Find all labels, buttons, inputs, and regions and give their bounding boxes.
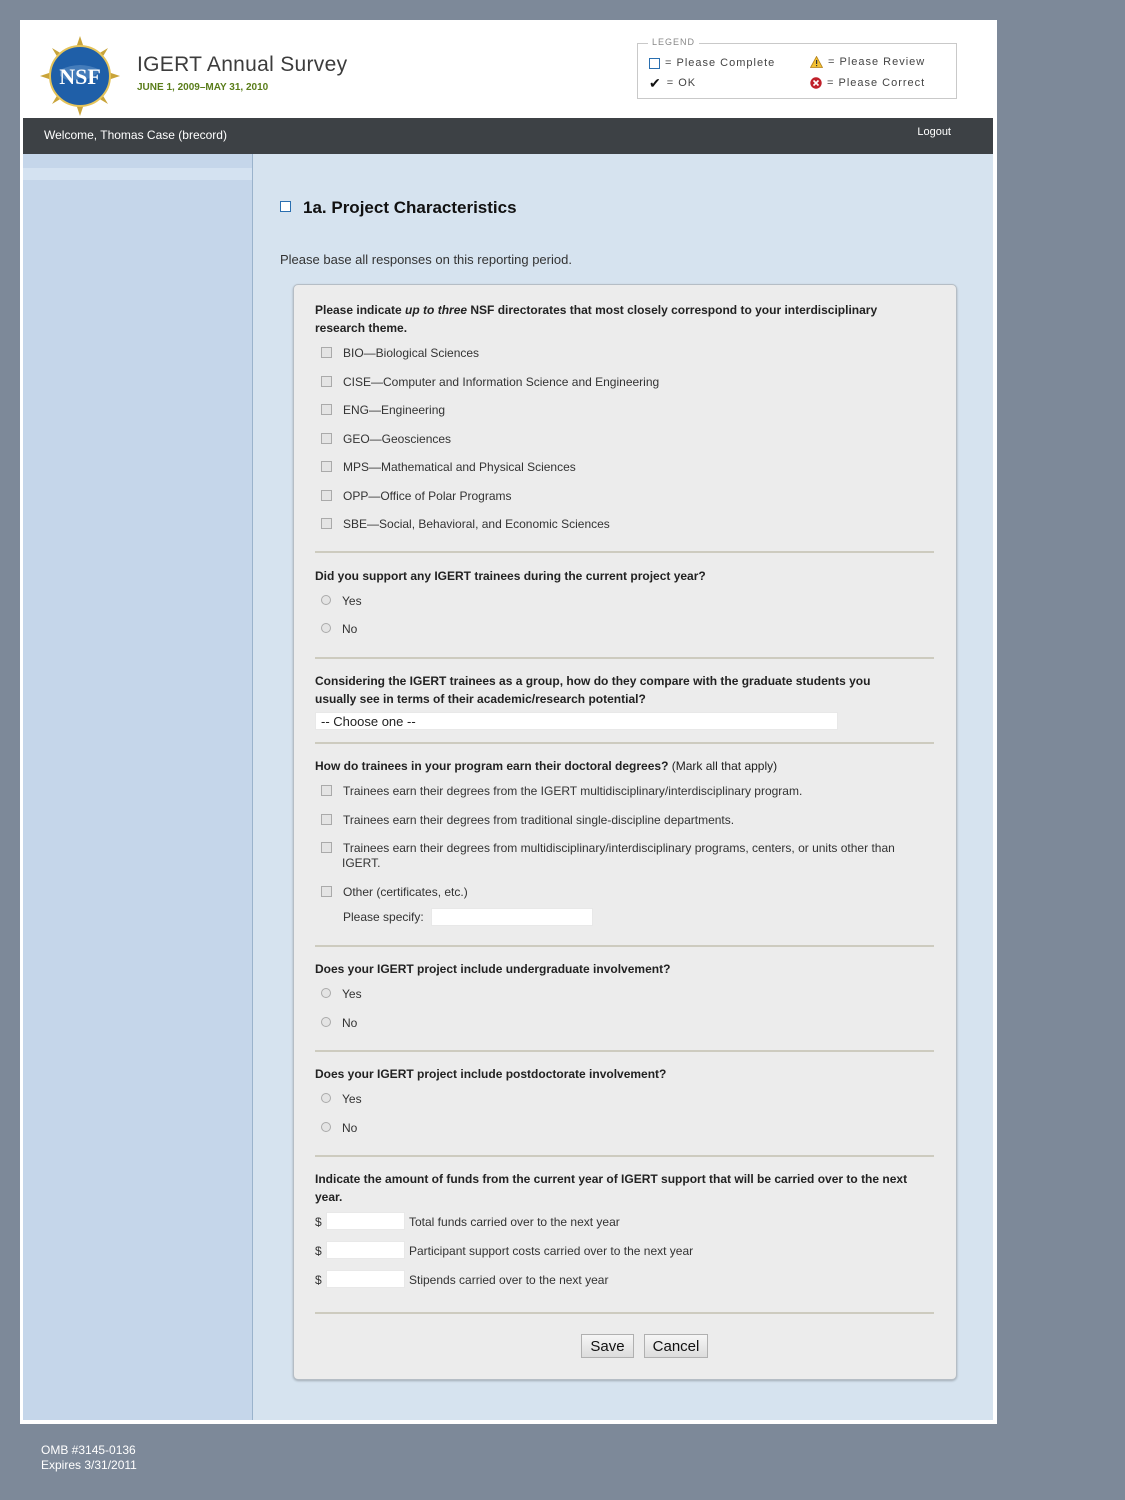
legend-title: LEGEND <box>648 37 699 47</box>
legend-please-review: = Please Review <box>810 56 925 68</box>
checkbox[interactable] <box>321 886 332 897</box>
divider <box>315 1155 934 1157</box>
radio-button[interactable] <box>321 1122 331 1132</box>
total-funds-label: Total funds carried over to the next year <box>409 1215 620 1229</box>
checkbox-option[interactable]: Trainees earn their degrees from traditional single-discipline departments. <box>321 813 734 827</box>
checkbox-option[interactable]: ENG—Engineering <box>321 403 445 417</box>
question-postdoctorate: Does your IGERT project include postdoctorate involvement? <box>315 1067 667 1081</box>
radio-no[interactable]: No <box>321 1121 357 1135</box>
intro-text: Please base all responses on this reporting period. <box>280 252 572 267</box>
welcome-text: Welcome, Thomas Case (brecord) <box>44 128 227 142</box>
page-container <box>20 20 997 1424</box>
svg-text:NSF: NSF <box>59 64 101 89</box>
checkbox-option[interactable]: Trainees earn their degrees from the IGERT multidisciplinary/interdisciplinary program. <box>321 784 802 798</box>
divider <box>315 1312 934 1314</box>
question-undergraduate: Does your IGERT project include undergraduate involvement? <box>315 962 671 976</box>
checkbox[interactable] <box>321 347 332 358</box>
checkbox[interactable] <box>321 785 332 796</box>
checkbox[interactable] <box>321 814 332 825</box>
site-title: IGERT Annual Survey <box>137 53 348 76</box>
radio-no[interactable]: No <box>321 1016 357 1030</box>
omb-number: OMB #3145-0136 <box>41 1443 136 1457</box>
checkbox[interactable] <box>321 461 332 472</box>
section-title: 1a. Project Characteristics <box>280 198 517 218</box>
logout-link[interactable]: Logout <box>917 126 951 138</box>
save-button[interactable]: Save <box>581 1334 634 1358</box>
header <box>20 20 997 118</box>
top-nav-bar <box>23 118 993 154</box>
divider <box>315 1050 934 1052</box>
radio-button[interactable] <box>321 595 331 605</box>
divider <box>315 657 934 659</box>
radio-button[interactable] <box>321 988 331 998</box>
specify-input[interactable] <box>431 908 593 926</box>
radio-button[interactable] <box>321 623 331 633</box>
checkbox-option[interactable]: GEO—Geosciences <box>321 432 451 446</box>
sidebar-strip <box>23 168 252 180</box>
main-content <box>253 154 993 1420</box>
nsf-logo <box>40 36 120 116</box>
question-directorates: Please indicate up to three NSF directorates that most closely correspond to your interdisciplinary research theme. <box>315 303 878 335</box>
radio-yes[interactable]: Yes <box>321 987 362 1001</box>
radio-button[interactable] <box>321 1017 331 1027</box>
checkbox[interactable] <box>321 433 332 444</box>
status-empty-box-icon <box>280 201 291 212</box>
site-dates: JUNE 1, 2009–MAY 31, 2010 <box>137 82 269 93</box>
checkbox-option[interactable]: Trainees earn their degrees from multidisciplinary/interdisciplinary programs, centers, or units other than IGERT. <box>321 841 921 871</box>
survey-form <box>293 284 957 1380</box>
participant-support-input[interactable] <box>326 1241 405 1259</box>
legend-please-complete: = Please Complete <box>649 57 775 69</box>
stipends-label: Stipends carried over to the next year <box>409 1273 609 1287</box>
currency-symbol: $ <box>315 1215 322 1229</box>
legend-ok: ✔ = OK <box>649 75 697 92</box>
checkbox[interactable] <box>321 376 332 387</box>
divider <box>315 945 934 947</box>
comparison-select[interactable]: -- Choose one -- <box>315 712 838 730</box>
radio-yes[interactable]: Yes <box>321 594 362 608</box>
legend <box>637 37 957 99</box>
radio-yes[interactable]: Yes <box>321 1092 362 1106</box>
participant-support-label: Participant support costs carried over to the next year <box>409 1244 694 1258</box>
checkbox[interactable] <box>321 404 332 415</box>
question-trainees-supported: Did you support any IGERT trainees during the current project year? <box>315 569 706 583</box>
checkbox[interactable] <box>321 842 332 853</box>
checkmark-icon: ✔ <box>649 75 662 92</box>
currency-symbol: $ <box>315 1244 322 1258</box>
cancel-button[interactable]: Cancel <box>644 1334 708 1358</box>
checkbox-option[interactable]: OPP—Office of Polar Programs <box>321 489 512 503</box>
legend-please-correct: = Please Correct <box>810 77 925 89</box>
specify-label: Please specify: <box>343 910 424 924</box>
radio-no[interactable]: No <box>321 622 357 636</box>
stipends-input[interactable] <box>326 1270 405 1288</box>
radio-button[interactable] <box>321 1093 331 1103</box>
footer <box>41 1443 137 1473</box>
expiration-date: Expires 3/31/2011 <box>41 1458 137 1472</box>
checkbox-option[interactable]: MPS—Mathematical and Physical Sciences <box>321 460 576 474</box>
checkbox[interactable] <box>321 490 332 501</box>
checkbox-option[interactable]: SBE—Social, Behavioral, and Economic Sciences <box>321 517 610 531</box>
question-doctoral-degrees: How do trainees in your program earn their doctoral degrees? (Mark all that apply) <box>315 759 778 773</box>
error-icon <box>810 77 822 89</box>
currency-symbol: $ <box>315 1273 322 1287</box>
sidebar <box>23 154 253 1420</box>
checkbox[interactable] <box>321 518 332 529</box>
checkbox-option[interactable]: CISE—Computer and Information Science and Engineering <box>321 375 659 389</box>
warning-icon <box>810 56 823 68</box>
question-trainee-comparison: Considering the IGERT trainees as a group, how do they compare with the graduate students you usually see in terms of their academic/research potential? <box>315 674 871 706</box>
empty-box-icon <box>649 58 660 69</box>
checkbox-option[interactable]: Other (certificates, etc.) <box>321 885 468 899</box>
checkbox-option[interactable]: BIO—Biological Sciences <box>321 346 479 360</box>
divider <box>315 742 934 744</box>
question-carryover-funds: Indicate the amount of funds from the current year of IGERT support that will be carried over to the next year. <box>315 1172 908 1204</box>
total-funds-input[interactable] <box>326 1212 405 1230</box>
divider <box>315 551 934 553</box>
